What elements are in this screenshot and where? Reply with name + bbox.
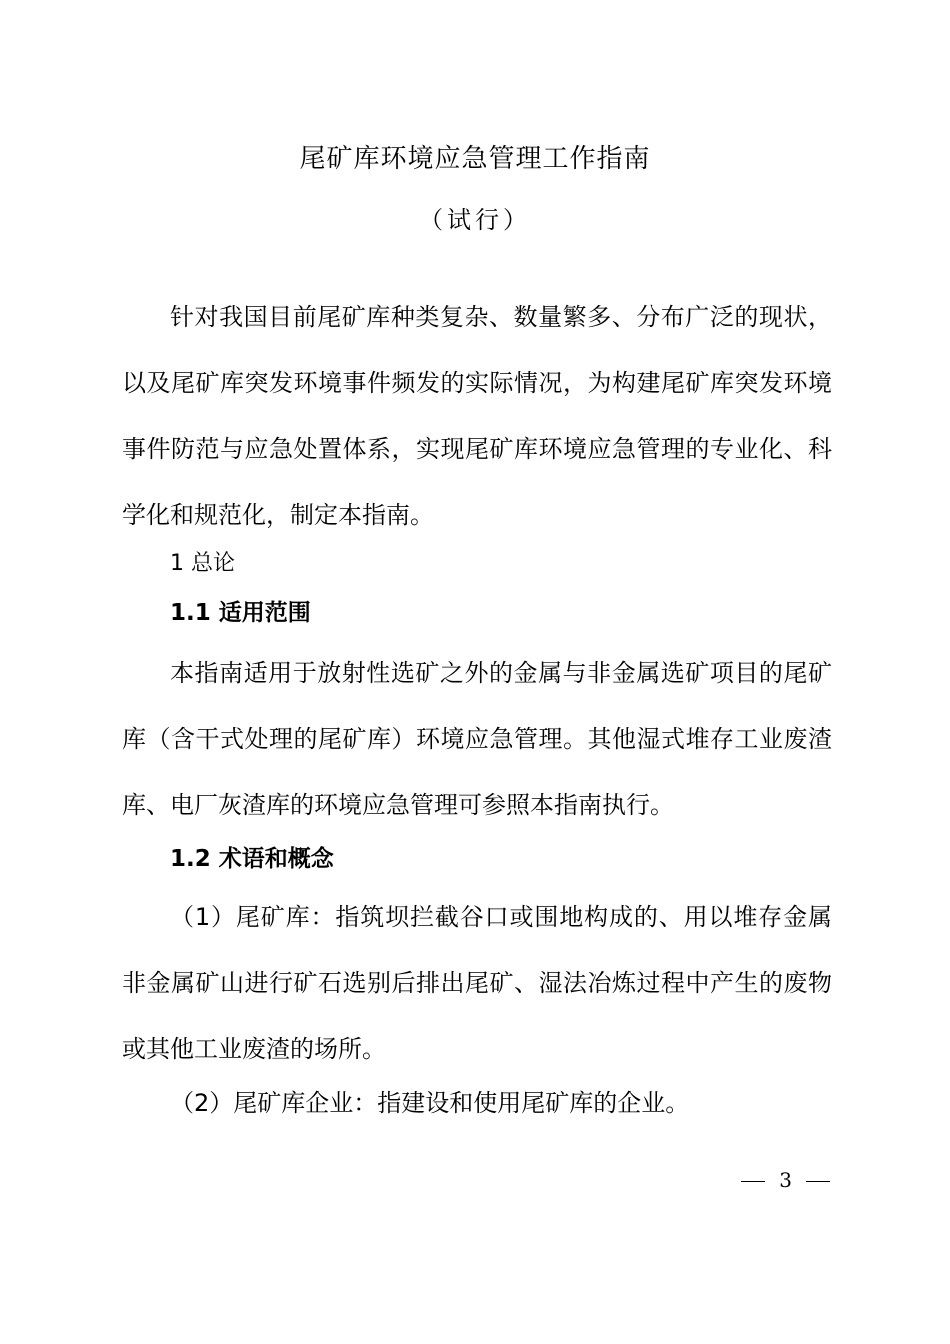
section-heading-terms: 1.2 术语和概念 [170, 846, 334, 872]
section-heading-scope: 1.1 适用范围 [170, 600, 311, 626]
term-tailings-enterprise: （2）尾矿库企业：指建设和使用尾矿库的企业。 [170, 1089, 690, 1117]
document-subtitle: （试行） [419, 206, 531, 234]
page-number: 3 [779, 1168, 792, 1192]
document-title: 尾矿库环境应急管理工作指南 [299, 144, 651, 174]
footer-dash-right [806, 1181, 830, 1182]
intro-paragraph: 针对我国目前尾矿库种类复杂、数量繁多、分布广泛的现状，以及尾矿库突发环境事件频发的实际情况，为构建尾矿库突发环境事件防范与应急处置体系，实现尾矿库环境应急管理的专业化、科学化和规范化，制定本指南。 [122, 303, 832, 529]
scope-paragraph: 本指南适用于放射性选矿之外的金属与非金属选矿项目的尾矿库（含干式处理的尾矿库）环境应急管理。其他湿式堆存工业废渣库、电厂灰渣库的环境应急管理可参照本指南执行。 [122, 659, 832, 819]
section-heading-general: 1 总论 [170, 551, 235, 576]
term-tailings-pond: （1）尾矿库：指筑坝拦截谷口或围地构成的、用以堆存金属非金属矿山进行矿石选别后排出尾矿、湿法冶炼过程中产生的废物或其他工业废渣的场所。 [122, 903, 832, 1063]
footer-dash-left [741, 1181, 765, 1182]
page-footer [741, 1168, 830, 1192]
